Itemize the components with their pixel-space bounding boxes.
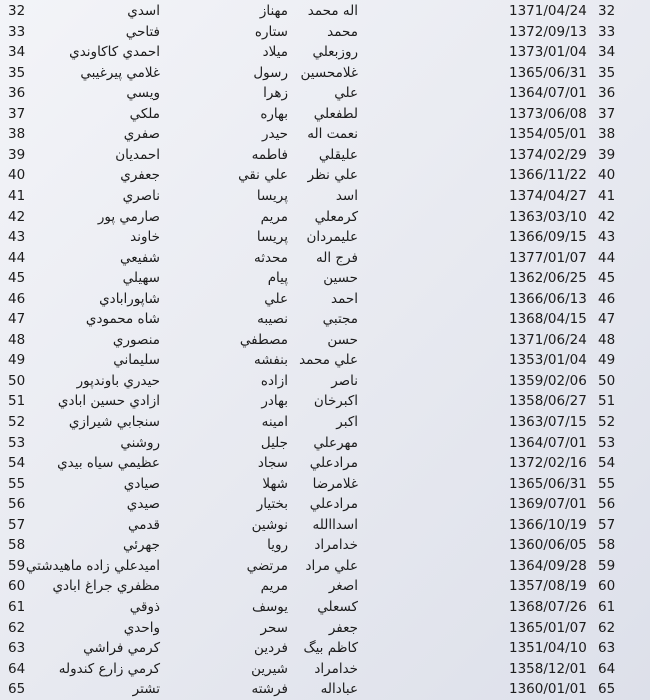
row-number-left: 50 — [8, 372, 26, 389]
table-row — [0, 309, 650, 330]
row-number-left: 49 — [8, 352, 26, 369]
table-row — [0, 494, 650, 515]
father-name-cell: اصغر — [328, 578, 358, 595]
table-row — [0, 659, 650, 680]
first-name-cell: جليل — [260, 434, 288, 451]
table-row — [0, 391, 650, 412]
row-number-right: 53 — [598, 434, 616, 451]
father-name-cell: عليقلي — [318, 146, 358, 163]
first-name-cell: ازاده — [260, 372, 288, 389]
row-number-left: 60 — [8, 578, 26, 595]
father-name-cell: عليمردان — [306, 229, 358, 246]
row-number-right: 51 — [598, 393, 616, 410]
first-name-cell: علي — [264, 290, 288, 307]
birth-date-cell: 1365/06/31 — [509, 475, 587, 492]
father-name-cell: اكبر — [336, 414, 358, 430]
row-number-right: 47 — [598, 311, 616, 328]
first-name-cell: شيرين — [251, 660, 288, 677]
table-row — [0, 63, 650, 84]
row-number-left: 44 — [8, 249, 26, 266]
table-row — [0, 433, 650, 454]
father-name-cell: اله محمد — [307, 3, 358, 19]
family-name-cell: غلامي پيرغيبي — [80, 64, 160, 81]
family-name-cell: احمديان — [115, 146, 160, 163]
family-name-cell: جهرئي — [122, 537, 160, 554]
father-name-cell: مرادعلي — [309, 455, 358, 472]
birth-date-cell: 1351/04/10 — [509, 640, 587, 657]
family-name-cell: شفيعي — [120, 249, 160, 266]
table-row — [0, 679, 650, 700]
row-number-right: 43 — [598, 229, 616, 246]
family-name-cell: سهيلي — [122, 270, 160, 287]
row-number-left: 65 — [8, 681, 26, 698]
table-row — [0, 576, 650, 597]
father-name-cell: لطفعلي — [313, 105, 358, 122]
family-name-cell: كرمي فراشي — [83, 640, 160, 657]
birth-date-cell: 1368/07/26 — [509, 598, 587, 615]
row-number-left: 57 — [8, 516, 26, 533]
birth-date-cell: 1359/02/06 — [509, 372, 587, 389]
birth-date-cell: 1366/11/22 — [509, 167, 587, 184]
first-name-cell: فردين — [254, 640, 288, 657]
family-name-cell: خاوند — [130, 229, 160, 246]
row-number-right: 40 — [598, 167, 616, 184]
father-name-cell: حسن — [327, 331, 358, 348]
first-name-cell: حيدر — [261, 126, 288, 143]
row-number-left: 38 — [8, 126, 26, 143]
row-number-right: 65 — [598, 681, 616, 698]
father-name-cell: غلامحسين — [300, 64, 358, 81]
first-name-cell: امينه — [261, 414, 288, 430]
table-row — [0, 22, 650, 43]
father-name-cell: غلامرضا — [312, 475, 358, 492]
table-row — [0, 83, 650, 104]
row-number-right: 57 — [598, 516, 616, 533]
row-number-left: 46 — [8, 290, 26, 307]
row-number-left: 54 — [8, 455, 26, 472]
birth-date-cell: 1374/04/27 — [509, 187, 587, 204]
table-row — [0, 207, 650, 228]
table-row — [0, 104, 650, 125]
table-row — [0, 186, 650, 207]
row-number-right: 55 — [598, 475, 616, 492]
first-name-cell: سجاد — [257, 455, 288, 472]
family-name-cell: شاپورابادي — [99, 290, 160, 307]
birth-date-cell: 1371/04/24 — [509, 3, 587, 19]
family-name-cell: عظيمي سياه بيدي — [57, 455, 160, 472]
table-row — [0, 556, 650, 577]
row-number-left: 45 — [8, 270, 26, 287]
row-number-left: 63 — [8, 640, 26, 657]
father-name-cell: جعفر — [328, 619, 358, 636]
first-name-cell: مرتضي — [246, 557, 288, 574]
first-name-cell: نوشين — [251, 516, 288, 533]
table-row — [0, 227, 650, 248]
row-number-left: 52 — [8, 414, 26, 430]
first-name-cell: پريسا — [256, 187, 288, 204]
father-name-cell: عباداله — [320, 681, 358, 698]
table-row — [0, 165, 650, 186]
first-name-cell: فاطمه — [251, 146, 288, 163]
family-name-cell: صيدي — [126, 496, 160, 513]
family-name-cell: روشني — [120, 434, 160, 451]
table-row — [0, 289, 650, 310]
row-number-left: 34 — [8, 44, 26, 61]
birth-date-cell: 1364/07/01 — [509, 434, 587, 451]
birth-date-cell: 1377/01/07 — [509, 249, 587, 266]
family-name-cell: جعفري — [120, 167, 160, 184]
row-number-left: 39 — [8, 146, 26, 163]
row-number-left: 53 — [8, 434, 26, 451]
family-name-cell: صيادي — [123, 475, 160, 492]
row-number-left: 33 — [8, 23, 26, 40]
family-name-cell: فتاحي — [125, 23, 160, 40]
family-name-cell: ازادي حسين ابادي — [57, 393, 160, 410]
birth-date-cell: 1369/07/01 — [509, 496, 587, 513]
row-number-right: 38 — [598, 126, 616, 143]
birth-date-cell: 1371/06/24 — [509, 331, 587, 348]
row-number-left: 58 — [8, 537, 26, 554]
birth-date-cell: 1357/08/19 — [509, 578, 587, 595]
row-number-left: 56 — [8, 496, 26, 513]
father-name-cell: ناصر — [331, 372, 358, 389]
family-name-cell: منصوري — [112, 331, 160, 348]
table-row — [0, 124, 650, 145]
first-name-cell: علي نقي — [238, 167, 288, 184]
first-name-cell: فرشته — [251, 681, 288, 698]
family-name-cell: صارمي پور — [97, 208, 160, 225]
first-name-cell: زهرا — [263, 85, 288, 102]
row-number-right: 56 — [598, 496, 616, 513]
family-name-cell: ملكي — [129, 105, 160, 122]
row-number-right: 52 — [598, 414, 616, 430]
row-number-right: 50 — [598, 372, 616, 389]
row-number-left: 41 — [8, 187, 26, 204]
row-number-left: 40 — [8, 167, 26, 184]
family-name-cell: حيدري باوندپور — [76, 372, 160, 389]
row-number-right: 54 — [598, 455, 616, 472]
table-row — [0, 597, 650, 618]
row-number-left: 64 — [8, 660, 26, 677]
row-number-right: 35 — [598, 64, 616, 81]
father-name-cell: كرمعلي — [314, 208, 358, 225]
birth-date-cell: 1374/02/29 — [509, 146, 587, 163]
first-name-cell: يوسف — [251, 598, 288, 615]
birth-date-cell: 1353/01/04 — [509, 352, 587, 369]
row-number-right: 59 — [598, 557, 616, 574]
father-name-cell: علي — [334, 85, 358, 102]
birth-date-cell: 1373/06/08 — [509, 105, 587, 122]
table-row — [0, 535, 650, 556]
birth-date-cell: 1360/01/01 — [509, 681, 587, 698]
first-name-cell: بهادر — [261, 393, 288, 410]
first-name-cell: بهاره — [260, 105, 288, 122]
birth-date-cell: 1372/09/13 — [509, 23, 587, 40]
birth-date-cell: 1368/04/15 — [509, 311, 587, 328]
first-name-cell: نصيبه — [257, 311, 288, 328]
table-row — [0, 618, 650, 639]
father-name-cell: روزبعلي — [312, 44, 358, 61]
first-name-cell: رويا — [267, 537, 288, 554]
row-number-right: 48 — [598, 331, 616, 348]
table-row — [0, 453, 650, 474]
first-name-cell: مهناز — [259, 3, 288, 19]
row-number-right: 64 — [598, 660, 616, 677]
row-number-left: 32 — [8, 3, 26, 19]
row-number-left: 47 — [8, 311, 26, 328]
first-name-cell: محدثه — [253, 249, 288, 266]
family-name-cell: سليماني — [113, 352, 160, 369]
first-name-cell: مصطفي — [239, 331, 288, 348]
father-name-cell: اسداالله — [312, 516, 358, 533]
father-name-cell: محمد — [327, 23, 358, 40]
family-name-cell: اسدي — [127, 3, 160, 19]
row-number-right: 60 — [598, 578, 616, 595]
row-number-left: 55 — [8, 475, 26, 492]
family-name-cell: صفري — [123, 126, 160, 143]
birth-date-cell: 1363/07/15 — [509, 414, 587, 430]
birth-date-cell: 1372/02/16 — [509, 455, 587, 472]
birth-date-cell: 1365/06/31 — [509, 64, 587, 81]
row-number-right: 36 — [598, 85, 616, 102]
table-row — [0, 412, 650, 433]
birth-date-cell: 1366/09/15 — [509, 229, 587, 246]
row-number-right: 41 — [598, 187, 616, 204]
table-row — [0, 248, 650, 269]
row-number-right: 58 — [598, 537, 616, 554]
row-number-left: 37 — [8, 105, 26, 122]
row-number-left: 43 — [8, 229, 26, 246]
family-name-cell: قدمي — [127, 516, 160, 533]
row-number-right: 32 — [598, 3, 616, 19]
first-name-cell: بختيار — [256, 496, 288, 513]
father-name-cell: احمد — [331, 290, 358, 307]
birth-date-cell: 1358/12/01 — [509, 660, 587, 677]
birth-date-cell: 1362/06/25 — [509, 270, 587, 287]
father-name-cell: فرج اله — [315, 249, 358, 266]
first-name-cell: پريسا — [256, 229, 288, 246]
table-row — [0, 1, 650, 22]
family-name-cell: احمدي كاكاوندي — [69, 44, 160, 61]
father-name-cell: كاظم بيگ — [303, 640, 358, 657]
father-name-cell: خدامراد — [314, 660, 358, 677]
father-name-cell: علي محمد — [299, 352, 358, 369]
birth-date-cell: 1364/09/28 — [509, 557, 587, 574]
first-name-cell: ستاره — [254, 23, 288, 40]
first-name-cell: شهلا — [262, 475, 288, 492]
row-number-left: 62 — [8, 619, 26, 636]
family-name-cell: مظفري جراغ ابادي — [52, 578, 160, 595]
first-name-cell: پيام — [267, 270, 288, 287]
family-name-cell: ناصري — [122, 187, 160, 204]
row-number-left: 59 — [8, 557, 26, 574]
row-number-right: 61 — [598, 598, 616, 615]
family-name-cell: اميدعلي زاده ماهيدشتي — [25, 557, 160, 574]
table-row — [0, 515, 650, 536]
family-name-cell: شاه محمودي — [85, 311, 160, 328]
first-name-cell: سحر — [260, 619, 288, 636]
row-number-left: 61 — [8, 598, 26, 615]
row-number-right: 37 — [598, 105, 616, 122]
table-row — [0, 330, 650, 351]
birth-date-cell: 1373/01/04 — [509, 44, 587, 61]
family-name-cell: ويسي — [126, 85, 160, 102]
first-name-cell: بنفشه — [254, 352, 288, 369]
father-name-cell: مرادعلي — [309, 496, 358, 513]
birth-date-cell: 1366/10/19 — [509, 516, 587, 533]
table-row — [0, 350, 650, 371]
father-name-cell: حسين — [323, 270, 358, 287]
row-number-right: 62 — [598, 619, 616, 636]
birth-date-cell: 1360/06/05 — [509, 537, 587, 554]
father-name-cell: اكبرخان — [313, 393, 358, 410]
father-name-cell: خدامراد — [314, 537, 358, 554]
father-name-cell: مهرعلي — [313, 434, 358, 451]
family-name-cell: سنجابي شيرازي — [68, 414, 160, 430]
row-number-right: 42 — [598, 208, 616, 225]
table-row — [0, 371, 650, 392]
table-row — [0, 145, 650, 166]
father-name-cell: مجتبي — [322, 311, 358, 328]
table-row — [0, 638, 650, 659]
row-number-right: 33 — [598, 23, 616, 40]
row-number-right: 39 — [598, 146, 616, 163]
row-number-right: 45 — [598, 270, 616, 287]
row-number-left: 51 — [8, 393, 26, 410]
birth-date-cell: 1365/01/07 — [509, 619, 587, 636]
birth-date-cell: 1364/07/01 — [509, 85, 587, 102]
family-name-cell: تشتر — [132, 681, 160, 698]
birth-date-cell: 1354/05/01 — [509, 126, 587, 143]
father-name-cell: اسد — [335, 187, 358, 204]
row-number-left: 42 — [8, 208, 26, 225]
row-number-right: 44 — [598, 249, 616, 266]
birth-date-cell: 1358/06/27 — [509, 393, 587, 410]
father-name-cell: كسعلي — [317, 598, 358, 615]
birth-date-cell: 1366/06/13 — [509, 290, 587, 307]
table-row — [0, 268, 650, 289]
row-number-right: 34 — [598, 44, 616, 61]
birth-date-cell: 1363/03/10 — [509, 208, 587, 225]
family-name-cell: ذوقي — [129, 598, 160, 615]
family-name-cell: واحدي — [123, 619, 160, 636]
father-name-cell: نعمت اله — [307, 126, 358, 143]
row-number-right: 63 — [598, 640, 616, 657]
row-number-right: 46 — [598, 290, 616, 307]
row-number-left: 35 — [8, 64, 26, 81]
father-name-cell: علي مراد — [305, 557, 358, 574]
father-name-cell: علي نظر — [307, 167, 358, 184]
first-name-cell: رسول — [253, 64, 288, 81]
row-number-left: 48 — [8, 331, 26, 348]
table-row — [0, 474, 650, 495]
row-number-right: 49 — [598, 352, 616, 369]
row-number-left: 36 — [8, 85, 26, 102]
first-name-cell: ميلاد — [262, 44, 288, 61]
family-name-cell: كرمي زارع كندوله — [58, 660, 160, 677]
table-row — [0, 42, 650, 63]
first-name-cell: مريم — [260, 578, 288, 595]
first-name-cell: مريم — [260, 208, 288, 225]
